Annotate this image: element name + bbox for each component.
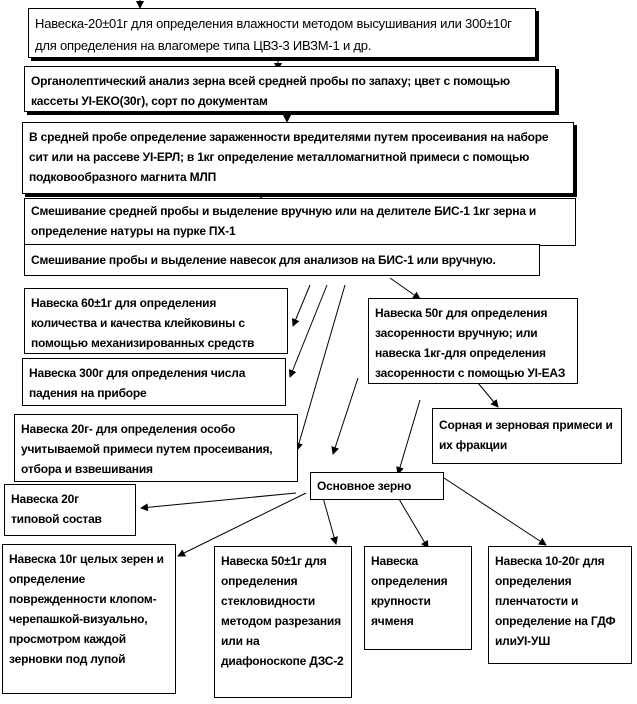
arrow-n11-n16 xyxy=(444,478,546,545)
arrow-n11-n15 xyxy=(396,494,428,548)
node-falling-number-sample: Навеска 300г для определения числа падения на приборе xyxy=(22,358,286,406)
node-sample-mixing-nature: Смешивание средней пробы и выделение вручную или на делителе БИС-1 1кг зерна и определение натуры на пурке ПХ-1 xyxy=(24,198,576,246)
node-moisture-sample: Навеска-20±01г для определения влажности методом высушивания или 300±10г для определения на влагомере типа ЦВЗ-3 ИВЗМ-1 и др. xyxy=(28,8,536,58)
arrow-n5-n9 xyxy=(390,278,420,299)
arrow-n9-n10 xyxy=(478,383,498,407)
node-sample-splitting: Смешивание пробы и выделение навесок для анализов на БИС-1 или вручную. xyxy=(24,244,540,276)
arrow-n5-n7 xyxy=(290,285,327,377)
node-barley-size-sample: Навеска определения крупности ячменя xyxy=(364,546,472,650)
arrow-n5-n6 xyxy=(293,285,310,326)
node-type-composition-sample: Навеска 20г типовой состав xyxy=(4,484,136,536)
arrow-n9-n11 xyxy=(333,378,358,454)
node-weed-grain-impurities: Сорная и зерновая примеси и их фракции xyxy=(432,408,622,464)
node-bug-damage-sample: Навеска 10г целых зерен и определение поврежденности клопом-черепашкой-визуально, просмотром каждой зерновки под лупой xyxy=(2,544,176,694)
node-organoleptic-analysis: Органолептический анализ зерна всей средней пробы по запаху; цвет с помощью кассеты УI-ЕКО(30г), сорт по документам xyxy=(24,66,556,112)
node-gluten-sample: Навеска 60±1г для определения количества и качества клейковины с помощью механизированных средств xyxy=(24,288,288,354)
node-contamination-sample: Навеска 50г для определения засоренности вручную; или навеска 1кг-для определения засоренности с помощью УI-ЕАЗ xyxy=(368,298,578,384)
node-vitreousness-sample: Навеска 50±1г для определения стекловидности методом разрезания или на диафоноскопе ДЗС-2 xyxy=(214,546,352,698)
arrow-n11-n12 xyxy=(141,493,296,508)
arrow-n9-n11b xyxy=(398,400,420,474)
node-pest-infestation: В средней пробе определение зараженности вредителями путем просеивания на наборе сит или на рассеве УI-ЕРЛ; в 1кг определение металломагнитной примеси с помощью подковообразного магнита МЛП xyxy=(22,122,574,194)
node-filminess-sample: Навеска 10-20г для определения пленчатости и определение на ГДФ илиУI-УШ xyxy=(488,546,632,664)
arrow-n11-n14 xyxy=(322,494,336,544)
node-main-grain: Основное зерно xyxy=(310,472,444,500)
node-special-impurity-sample: Навеска 20г- для определения особо учитываемой примеси путем просеивания, отбора и взвешивания xyxy=(14,414,298,482)
arrow-n5-n8 xyxy=(297,285,345,450)
